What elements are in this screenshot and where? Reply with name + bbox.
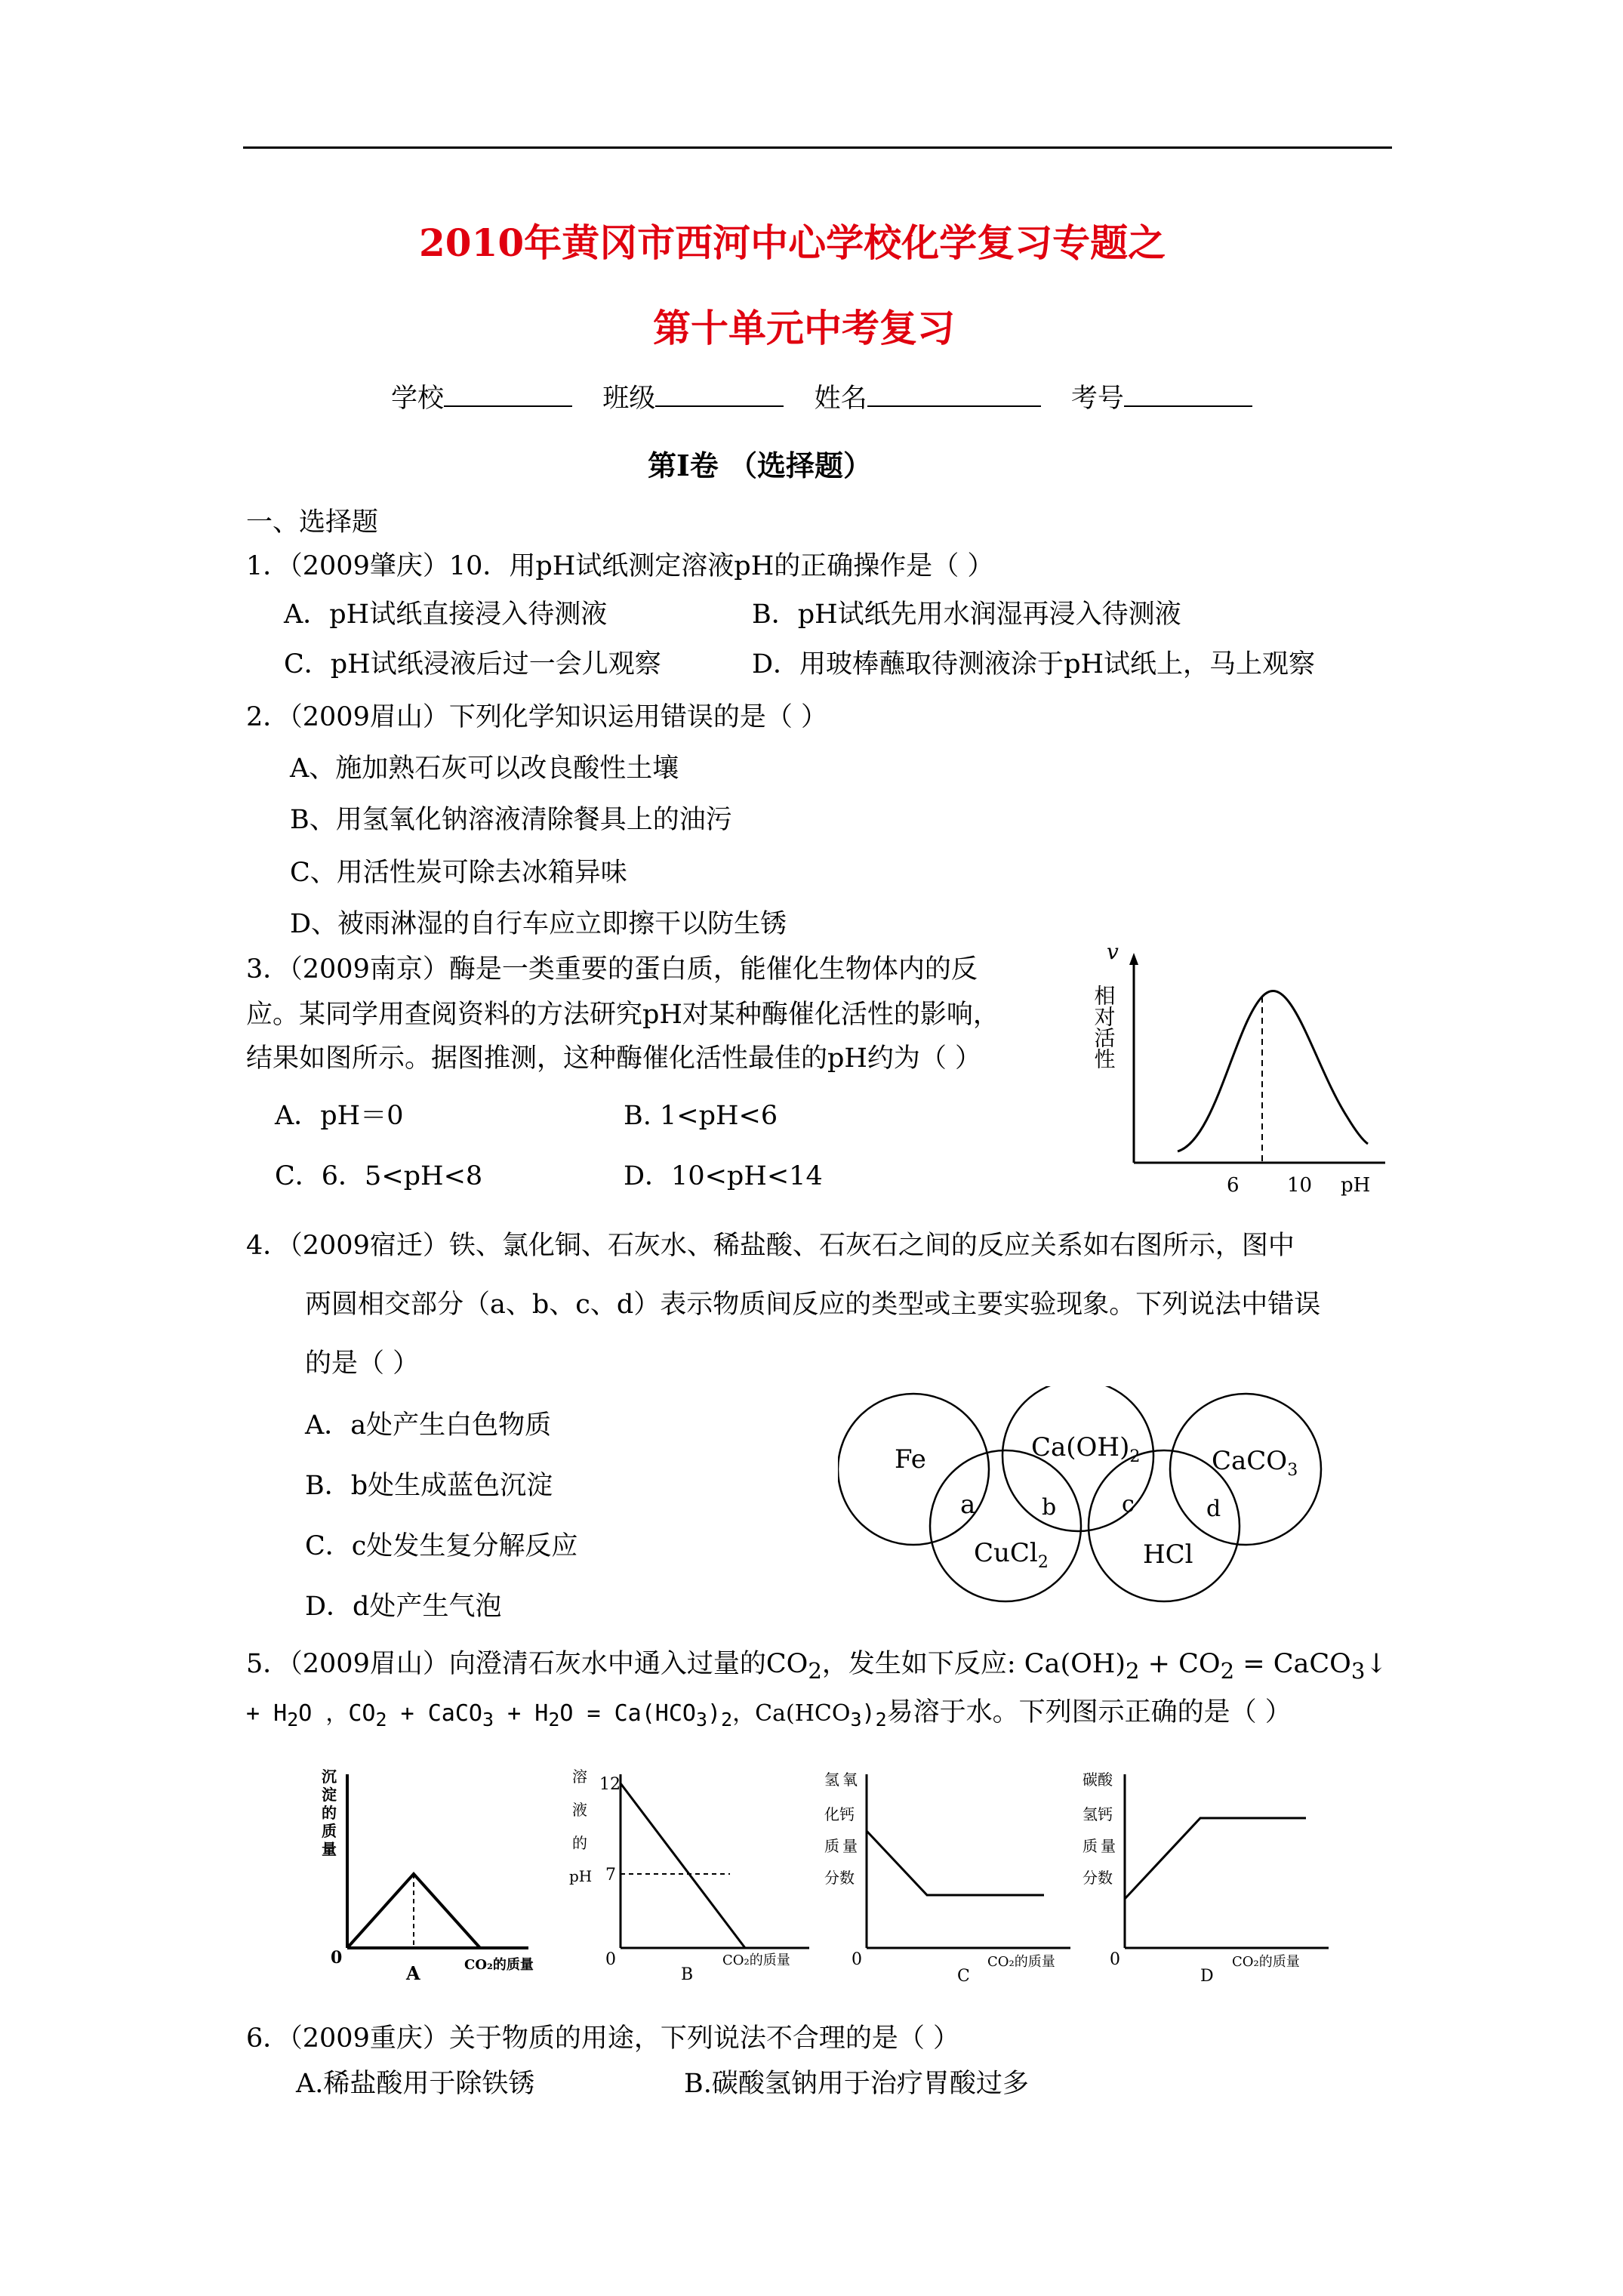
y-symbol: v: [1107, 939, 1119, 964]
top-rule: [243, 146, 1392, 149]
graph-a: [317, 1759, 544, 1986]
q3-option-c[interactable]: C．6．5<pH<8: [275, 1161, 483, 1191]
graph-b-origin: 0: [605, 1950, 616, 1969]
q4-option-a[interactable]: A．a处产生白色物质: [305, 1410, 552, 1441]
q6-option-a[interactable]: A.稀盐酸用于除铁锈: [296, 2069, 535, 2099]
q1-option-d[interactable]: D．用玻棒蘸取待测液涂于pH试纸上，马上观察: [752, 649, 1315, 680]
graph-d-ylabel-1: 碳酸: [1083, 1771, 1113, 1789]
label-caoh2: $Ca(OH)_2$: [1031, 1432, 1141, 1466]
graph-b-ylabel-4: pH: [569, 1867, 593, 1885]
info-fields: [391, 382, 1252, 415]
graph-c-ylabel-6: 分数: [824, 1869, 855, 1887]
question-5-stem-line2: + $H_2O$ ，$CO_2$ + CaCO$_3$ + $H_2O = Ca(HCO_3)_2$，$Ca(HCO_3)_2$易溶于水。下列图示正确的是（ ）: [246, 1697, 1292, 1730]
question-3-stem-line1: 3．（2009南京）酶是一类重要的蛋白质，能催化生物体内的反: [246, 954, 978, 985]
q3-option-b[interactable]: B. 1<pH<6: [624, 1101, 778, 1131]
y-axis-label: 相对活性: [1091, 985, 1116, 1069]
q3-option-a[interactable]: A．pH＝0: [275, 1101, 404, 1131]
graph-a-letter: A: [406, 1962, 420, 1984]
class-label: 班级: [602, 384, 656, 414]
y-axis-arrow: [1129, 953, 1138, 965]
q2-option-a[interactable]: A、施加熟石灰可以改良酸性土壤: [290, 754, 679, 784]
graph-b-ylabel-2: 液: [572, 1801, 587, 1819]
graph-d-xlabel: CO₂的质量: [1232, 1954, 1300, 1970]
x-tick-6: 6: [1227, 1174, 1240, 1197]
graph-d: [1079, 1759, 1336, 1986]
graph-a-ylabel-4: 质: [322, 1822, 337, 1840]
question-4-stem-line2: 两圆相交部分（a、b、c、d）表示物质间反应的类型或主要实验现象。下列说法中错误: [305, 1290, 1321, 1320]
region-d: d: [1206, 1496, 1221, 1522]
q2-option-c[interactable]: C、用活性炭可除去冰箱异味: [290, 858, 627, 888]
graph-c: [821, 1759, 1078, 1986]
graph-b-tick-12: 12: [599, 1775, 621, 1794]
q4-option-d[interactable]: D．d处产生气泡: [305, 1592, 502, 1622]
graph-a-ylabel-5: 量: [322, 1840, 337, 1858]
graph-b-xlabel: CO₂的质量: [722, 1952, 790, 1968]
name-label: 姓名: [814, 384, 867, 414]
page-title-line1: 2010年黄冈市西河中心学校化学复习专题之: [419, 220, 1166, 265]
question-4-stem-line3: 的是（ ）: [305, 1348, 420, 1379]
graph-d-line: [1125, 1818, 1306, 1899]
exam-no-blank[interactable]: [1124, 383, 1252, 407]
graph-c-ylabel-2: 氧: [842, 1771, 858, 1789]
region-b: b: [1042, 1494, 1057, 1521]
name-blank[interactable]: [867, 383, 1041, 407]
q1-option-c[interactable]: C．pH试纸浸液后过一会儿观察: [284, 649, 661, 680]
part-heading: 一、选择题: [246, 507, 379, 538]
graph-d-ylabel-3: 质: [1083, 1837, 1098, 1855]
question-1-stem: 1．（2009肇庆）10．用pH试纸测定溶液pH的正确操作是（ ）: [246, 551, 994, 581]
label-fe: Fe: [895, 1444, 926, 1475]
graph-c-origin: 0: [852, 1950, 862, 1969]
x-tick-10: 10: [1287, 1174, 1313, 1197]
graph-c-line: [867, 1831, 1044, 1895]
graph-c-ylabel-5: 量: [842, 1837, 858, 1855]
graph-c-ylabel-4: 质: [824, 1837, 839, 1855]
school-blank[interactable]: [444, 383, 572, 407]
circle-cucl2: [930, 1450, 1081, 1601]
graph-a-ylabel-3: 的: [322, 1804, 337, 1822]
graph-a-xlabel: CO₂的质量: [464, 1957, 534, 1973]
q4-option-c[interactable]: C．c处发生复分解反应: [305, 1531, 578, 1561]
graph-c-ylabel-1: 氢: [824, 1771, 839, 1789]
q2-option-d[interactable]: D、被雨淋湿的自行车应立即擦干以防生锈: [290, 909, 787, 939]
activity-curve: [1178, 991, 1368, 1151]
page-title-line2: 第十单元中考复习: [653, 306, 955, 350]
q3-option-d[interactable]: D．10<pH<14: [624, 1161, 823, 1191]
class-blank[interactable]: [655, 383, 784, 407]
graph-b-line: [621, 1783, 745, 1948]
section-title: 第Ⅰ卷 （选择题）: [648, 448, 873, 482]
reaction-circle-diagram: [838, 1386, 1329, 1605]
graph-a-ylabel-1: 沉: [322, 1767, 337, 1786]
graph-b-ylabel-3: 的: [572, 1834, 587, 1852]
q6-option-b[interactable]: B.碳酸氢钠用于治疗胃酸过多: [684, 2069, 1029, 2099]
graph-a-ylabel-2: 淀: [322, 1786, 337, 1804]
question-5-stem-line1: 5．（2009眉山）向澄清石灰水中通入过量的$CO_2$，发生如下反应: $Ca(OH)_2 + CO_2$ = CaCO$_3$↓: [246, 1649, 1387, 1684]
graph-c-letter: C: [957, 1967, 970, 1986]
label-cucl2: CuCl$_2$: [974, 1538, 1049, 1572]
graph-d-origin: 0: [1110, 1950, 1120, 1969]
graph-b-letter: B: [681, 1965, 694, 1984]
graph-b: [568, 1759, 817, 1986]
q1-option-b[interactable]: B．pH试纸先用水润湿再浸入待测液: [752, 599, 1181, 630]
graph-d-ylabel-5: 分数: [1083, 1869, 1113, 1887]
question-6-stem: 6．（2009重庆）关于物质的用途，下列说法不合理的是（ ）: [246, 2023, 959, 2054]
question-2-stem: 2．（2009眉山）下列化学知识运用错误的是（ ）: [246, 702, 827, 732]
enzyme-activity-graph: [1087, 936, 1404, 1200]
question-4-stem-line1: 4．（2009宿迁）铁、氯化铜、石灰水、稀盐酸、石灰石之间的反应关系如右图所示，图中: [246, 1231, 1295, 1261]
school-label: 学校: [391, 384, 445, 414]
x-axis-label: pH: [1341, 1174, 1371, 1197]
q2-option-b[interactable]: B、用氢氧化钠溶液清除餐具上的油污: [290, 805, 732, 835]
q1-option-a[interactable]: A．pH试纸直接浸入待测液: [284, 599, 608, 630]
graph-b-tick-7: 7: [605, 1866, 616, 1885]
region-c: c: [1122, 1491, 1135, 1518]
question-3-stem-line2: 应。某同学用查阅资料的方法研究pH对某种酶催化活性的影响，: [246, 1000, 999, 1030]
graph-d-letter: D: [1200, 1967, 1214, 1986]
graph-d-ylabel-4: 量: [1101, 1837, 1116, 1855]
graph-b-ylabel-1: 溶: [572, 1767, 587, 1786]
label-caco3: CaCO$_3$: [1212, 1446, 1298, 1480]
graph-c-xlabel: CO₂的质量: [987, 1954, 1055, 1970]
q4-option-b[interactable]: B．b处生成蓝色沉淀: [305, 1471, 553, 1501]
graph-a-origin: 0: [331, 1948, 343, 1968]
region-a: a: [960, 1490, 976, 1520]
exam-no-label: 考号: [1070, 384, 1124, 414]
graph-d-ylabel-2: 氢钙: [1083, 1805, 1113, 1823]
question-3-stem-line3: 结果如图所示。据图推测，这种酶催化活性最佳的pH约为（ ）: [246, 1043, 982, 1074]
graph-c-ylabel-3: 化钙: [824, 1805, 855, 1823]
label-hcl: HCl: [1143, 1539, 1193, 1570]
